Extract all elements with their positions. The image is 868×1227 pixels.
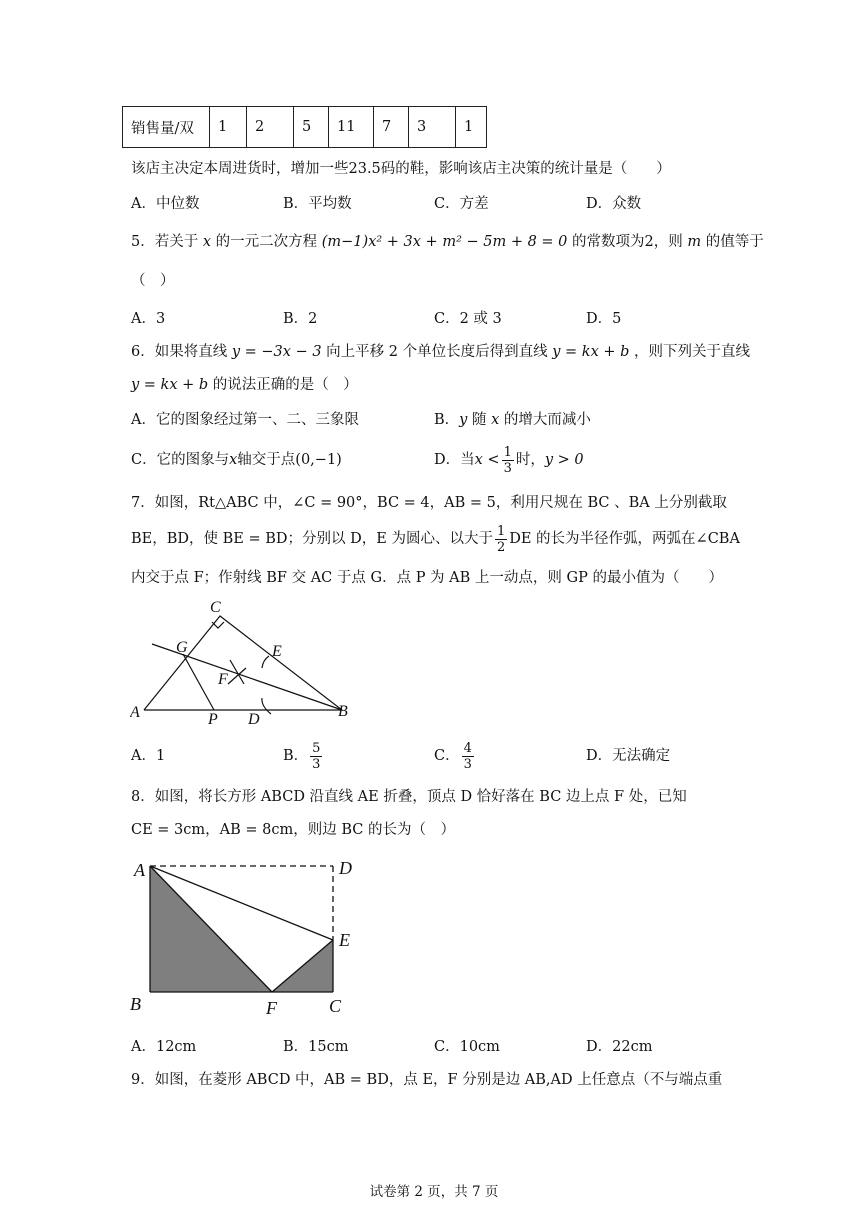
q7-option-d: D．无法确定 [586,748,671,764]
label-d: D [248,711,260,728]
q5-answer-paren: （ ） [131,273,175,289]
table-cell: 2 [247,107,294,148]
q5-equation: (m−1)x² + 3x + m² − 5m + 8 = 0 [321,234,568,250]
table-cell: 3 [409,107,456,148]
label-e: E [339,930,350,950]
table-cell: 7 [374,107,409,148]
q6-option-b: B．y 随 x 的增大而减小 [434,412,591,428]
triangle-abc [144,616,342,710]
label-c: C [329,996,342,1016]
table-cell: 11 [329,107,374,148]
arc-mark-d [262,698,271,714]
q6-stem-line1: 6．如果将直线 y = −3x − 3 向上平移 2 个单位长度后得到直线 y = kx + b ，则下列关于直线 [131,344,751,360]
q8-option-d: D．22cm [586,1039,653,1055]
label-b: B [130,994,141,1014]
label-g: G [176,639,188,656]
q7-triangle-figure [130,596,360,730]
q6-option-a: A．它的图象经过第一、二、三象限 [131,412,359,428]
q4-option-b: B．平均数 [283,196,352,212]
fraction: $\frac{1}{3}$ [503,444,512,476]
q7-stem-line3: 内交于点 F；作射线 BF 交 AC 于点 G．点 P 为 AB 上一动点，则 GP 的最小值为（ ） [131,570,723,586]
q5-option-d: D．5 [586,311,622,327]
q7-stem-line1: 7．如图，Rt△ABC 中，∠C = 90°，BC = 4，AB = 5，利用尺规在 BC 、BA 上分别截取 [131,495,727,511]
q7-option-a: A．1 [131,748,166,764]
label-f: F [218,671,228,688]
table-header-cell: 销售量/双 [123,107,210,148]
q7-option-b: B． $\frac{5}{3}$ [283,740,321,772]
q6-option-d: D．当x < $\frac{1}{3}$ 时，y > 0 [434,444,584,476]
q4-stem: 该店主决定本周进货时，增加一些23.5码的鞋，影响该店主决策的统计量是（ ） [131,161,671,177]
fraction: $\frac{1}{2}$ [496,523,506,555]
table-cell: 1 [456,107,487,148]
label-f: F [266,998,277,1018]
q8-option-b: B．15cm [283,1039,349,1055]
q9-stem-line1: 9．如图，在菱形 ABCD 中，AB = BD，点 E，F 分别是边 AB,AD 上任意点（不与端点重 [131,1072,723,1088]
q6-stem-line2: y = kx + b 的说法正确的是（ ） [131,377,358,393]
label-p: P [208,711,218,728]
label-b: B [338,703,348,720]
q7-stem-line2: BE，BD，使 BE = BD；分别以 D，E 为圆心、以大于 $\frac{1}{2}$ DE 的长为半径作弧，两弧在∠CBA [131,523,740,555]
q8-rectangle-figure [126,854,366,1020]
q8-stem-line2: CE = 3cm，AB = 8cm，则边 BC 的长为（ ） [131,822,455,838]
label-c: C [210,599,221,616]
table-row [123,107,487,148]
fraction: $\frac{5}{3}$ [312,740,321,772]
label-a: A [130,704,140,721]
sales-table [122,106,487,148]
q4-option-c: C．方差 [434,196,489,212]
q4-option-d: D．众数 [586,196,642,212]
q8-option-a: A．12cm [131,1039,197,1055]
q5-option-b: B．2 [283,311,318,327]
fraction: $\frac{4}{3}$ [463,740,472,772]
label-a: A [134,860,145,880]
q8-option-c: C．10cm [434,1039,500,1055]
q8-stem-line1: 8．如图，将长方形 ABCD 沿直线 AE 折叠，顶点 D 恰好落在 BC 边上点 F 处，已知 [131,789,687,805]
arc-mark-e [262,656,269,668]
q5-stem: 5．若关于 x 的一元二次方程 (m−1)x² + 3x + m² − 5m + 8 = 0 的常数项为2，则 m 的值等于 [131,234,764,250]
table-cell: 5 [294,107,329,148]
label-e: E [272,643,282,660]
label-d: D [339,858,352,878]
q5-option-c: C．2 或 3 [434,311,502,327]
q6-option-c: C．它的图象与x轴交于点(0,−1) [131,452,342,468]
segment-gp [183,654,214,710]
table-cell: 1 [210,107,247,148]
q4-option-a: A．中位数 [131,196,200,212]
page-footer: 试卷第 2 页，共 7 页 [369,1184,499,1200]
q5-option-a: A．3 [131,311,166,327]
q7-option-c: C． $\frac{4}{3}$ [434,740,472,772]
